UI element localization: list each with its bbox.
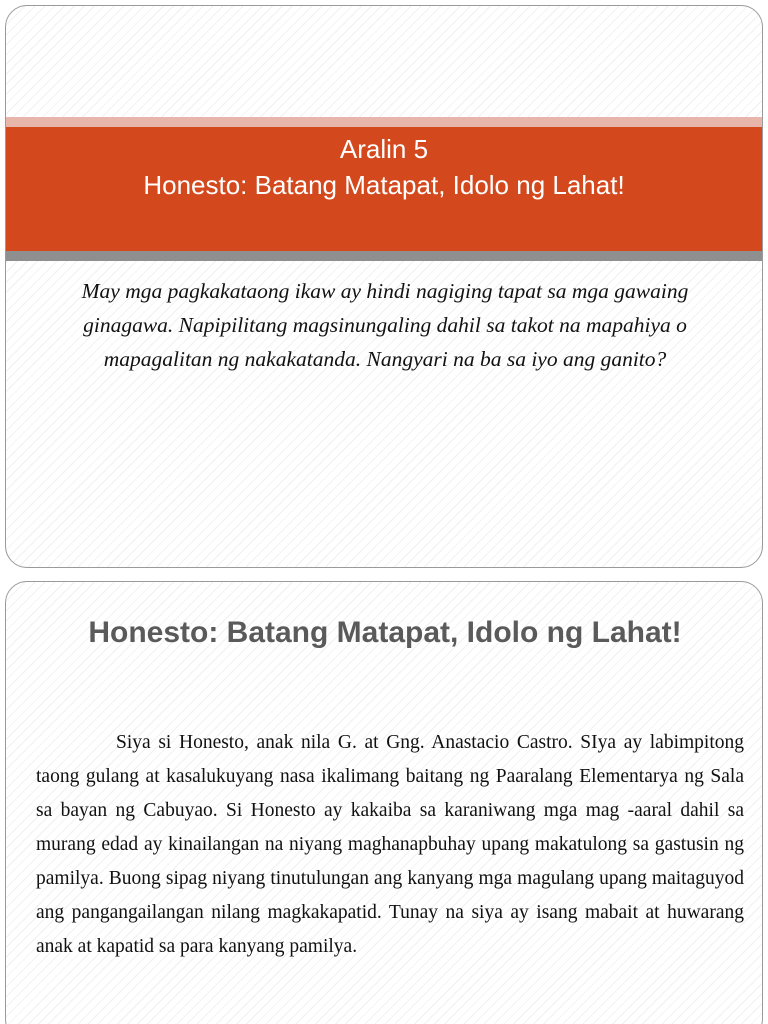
story-paragraph: Siya si Honesto, anak nila G. at Gng. Anastacio Castro. SIya ay labimpitong taong gulang at kasalukuyang nasa ikalimang baitang ng Paaralang Elementarya ng Sala sa bayan ng Cabuyao. Si Honesto ay kakaiba sa karaniwang mga mag -aaral dahil sa murang edad ay kinailangan na niyang maghanapbuhay upang makatulong sa gastusin ng pamilya. Buong sipag niyang tinutulungan ang kanyang mga magulang upang maitaguyod ang pangangailangan nilang magkakapatid. Tunay na siya ay isang mabait at huwarang anak at kapatid sa para kanyang pamilya.	[36, 732, 744, 957]
accent-strip-bottom	[6, 251, 762, 261]
lesson-number: Aralin 5	[339, 134, 429, 164]
slide-lesson-title	[5, 5, 763, 568]
slide-story	[5, 581, 763, 1024]
lesson-title: Honesto: Batang Matapat, Idolo ng Lahat!	[143, 170, 625, 200]
title-banner	[6, 127, 762, 251]
intro-paragraph: May mga pagkakataong ikaw ay hindi nagiging tapat sa mga gawaing ginagawa. Napipilitang magsinungaling dahil sa takot na mapahiya o mapagalitan ng nakakatanda. Nangyari na ba sa iyo ang ganito?	[81, 279, 689, 371]
story-title: Honesto: Batang Matapat, Idolo ng Lahat!	[88, 616, 682, 649]
accent-strip-top	[6, 117, 762, 127]
